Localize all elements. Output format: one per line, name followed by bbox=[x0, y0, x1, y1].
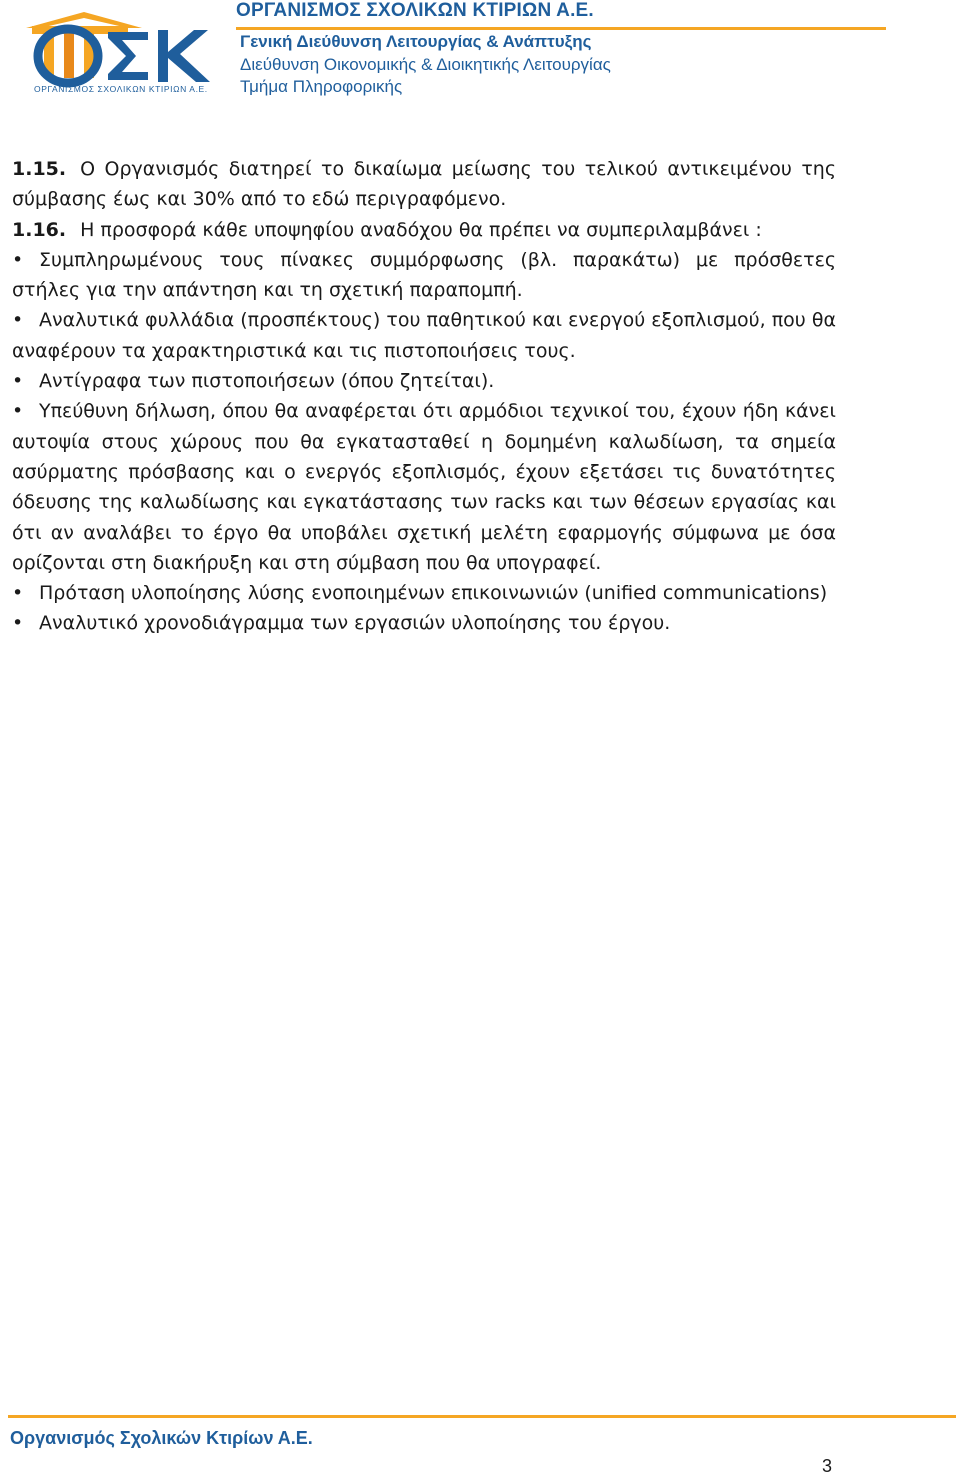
general-directorate: Γενική Διεύθυνση Λειτουργίας & Ανάπτυξης bbox=[240, 32, 592, 51]
bullet-icon: • bbox=[12, 582, 24, 605]
logo-caption: ΟΡΓΑΝΙΣΜΟΣ ΣΧΟΛΙΚΩΝ ΚΤΙΡΙΩΝ Α.Ε. bbox=[34, 84, 208, 94]
list-item-text: Αναλυτικό χρονοδιάγραμμα των εργασιών υλοποίησης του έργου. bbox=[39, 612, 671, 635]
list-item bbox=[12, 366, 836, 396]
paragraph-number: 1.16. bbox=[12, 218, 67, 241]
paragraph-number: 1.15. bbox=[12, 158, 67, 180]
paragraph-1-15 bbox=[12, 154, 836, 215]
list-item-text: Αντίγραφα των πιστοποιήσεων (όπου ζητείται). bbox=[39, 370, 495, 393]
footer-divider bbox=[8, 1415, 956, 1418]
bullet-icon: • bbox=[12, 309, 24, 332]
paragraph-text: Η προσφορά κάθε υποψηφίου αναδόχου θα πρέπει να συμπεριλαμβάνει : bbox=[80, 218, 762, 241]
document-body bbox=[12, 154, 836, 639]
list-item-text: Πρόταση υλοποίησης λύσης ενοποιημένων επικοινωνιών (unified communications) bbox=[39, 582, 828, 605]
paragraph-text: Ο Οργανισμός διατηρεί το δικαίωμα μείωσης του τελικού αντικειμένου της σύμβασης έως και 30% από το εδώ περιγραφόμενο. bbox=[12, 158, 836, 211]
page-number: 3 bbox=[822, 1456, 833, 1476]
bullet-icon: • bbox=[12, 248, 24, 271]
bullet-icon: • bbox=[12, 370, 24, 393]
bullet-icon: • bbox=[12, 612, 24, 635]
list-item-text: Αναλυτικά φυλλάδια (προσπέκτους) του παθητικού και ενεργού εξοπλισμού, που θα αναφέρουν τα χαρακτηριστικά και τις πιστοποιήσεις τους. bbox=[12, 309, 836, 362]
department: Τμήμα Πληροφορικής bbox=[240, 77, 403, 96]
header-divider bbox=[236, 27, 886, 30]
organization-title: ΟΡΓΑΝΙΣΜΟΣ ΣΧΟΛΙΚΩΝ ΚΤΙΡΙΩΝ Α.Ε. bbox=[236, 0, 594, 21]
list-item bbox=[12, 245, 836, 306]
list-item bbox=[12, 578, 836, 608]
list-item bbox=[12, 608, 836, 638]
directorate: Διεύθυνση Οικονομικής & Διοικητικής Λειτουργίας bbox=[240, 55, 611, 74]
list-item bbox=[12, 305, 836, 366]
paragraph-1-16 bbox=[12, 215, 836, 245]
bullet-icon: • bbox=[12, 400, 24, 423]
list-item bbox=[12, 396, 836, 578]
footer-organization: Οργανισμός Σχολικών Κτιρίων Α.Ε. bbox=[10, 1428, 313, 1448]
list-item-text: Συμπληρωμένους τους πίνακες συμμόρφωσης (βλ. παρακάτω) με πρόσθετες στήλες για την απάντηση και τη σχετική παραπομπή. bbox=[12, 248, 836, 302]
osk-logo bbox=[24, 10, 224, 98]
list-item-text: Υπεύθυνη δήλωση, όπου θα αναφέρεται ότι αρμόδιοι τεχνικοί του, έχουν ήδη κάνει αυτοψία στους χώρους που θα εγκατασταθεί η δομημένη καλωδίωση, τα σημεία ασύρματης πρόσβασης και ο ενεργός εξοπλισμός, έχουν εξετάσει τις δυνατότητες όδευσης της καλωδίωσης και εγκατάστασης των racks και των θέσεων εργασίας και ότι αν αναλάβει το έργο θα υποβάλει σχετική μελέτη εφαρμογής σύμφωνα με όσα ορίζονται στη διακήρυξη και στη σύμβαση που θα υπογραφεί. bbox=[12, 400, 836, 574]
